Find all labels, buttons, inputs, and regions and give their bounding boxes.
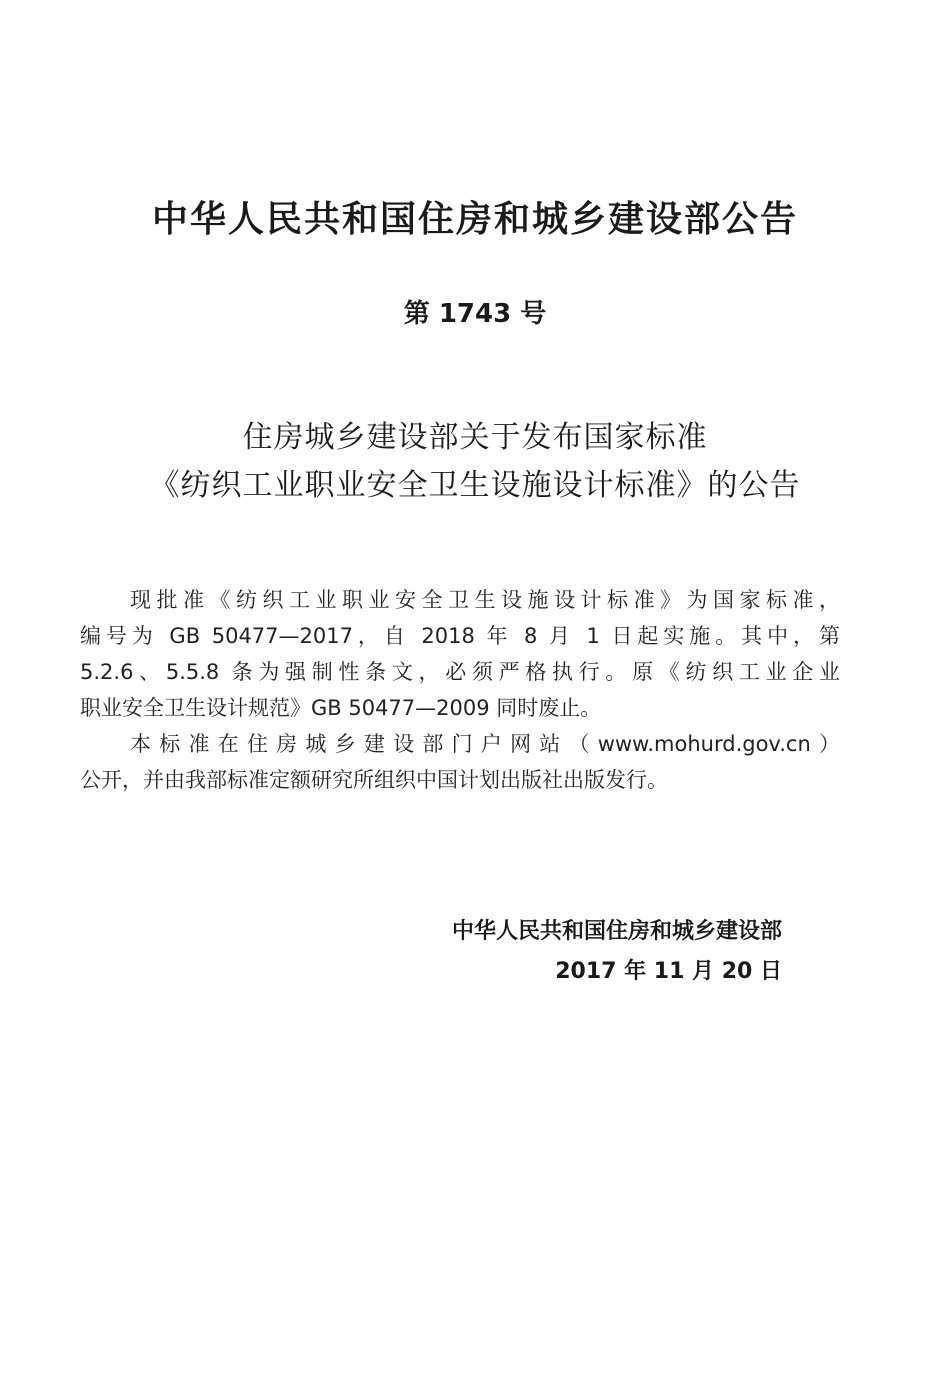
subtitle-line-1: 住房城乡建设部关于发布国家标准 — [242, 420, 708, 455]
paragraph-2-line-1: 本标准在住房城乡建设部门户网站（www.mohurd.gov.cn） — [130, 732, 840, 756]
announcement-number: 第 1743 号 — [403, 299, 547, 329]
paragraph-1-line-4: 职业安全卫生设计规范》GB 50477—2009 同时废止。 — [80, 696, 602, 720]
announcement-body — [80, 582, 840, 798]
paragraph-approval — [80, 582, 840, 726]
issuing-organization: 中华人民共和国住房和城乡建设部 — [451, 919, 782, 944]
signature-block — [452, 912, 782, 992]
paragraph-1-line-1: 现批准《纺织工业职业安全卫生设施设计标准》为国家标准， — [130, 588, 840, 612]
subtitle-line-2: 《纺织工业职业安全卫生设施设计标准》的公告 — [149, 468, 801, 503]
issue-date: 2017 年 11 月 20 日 — [555, 959, 782, 984]
announcement-title: 中华人民共和国住房和城乡建设部公告 — [151, 199, 798, 240]
paragraph-1-line-2: 编号为 GB 50477—2017，自 2018 年 8 月 1 日起实施。其中，第 — [80, 624, 840, 648]
paragraph-2-line-2: 公开，并由我部标准定额研究所组织中国计划出版社出版发行。 — [80, 768, 668, 792]
paragraph-1-line-3: 5.2.6、5.5.8 条为强制性条文，必须严格执行。原《纺织工业企业 — [80, 660, 840, 684]
announcement-subtitle — [0, 414, 950, 510]
paragraph-publication — [80, 726, 840, 798]
